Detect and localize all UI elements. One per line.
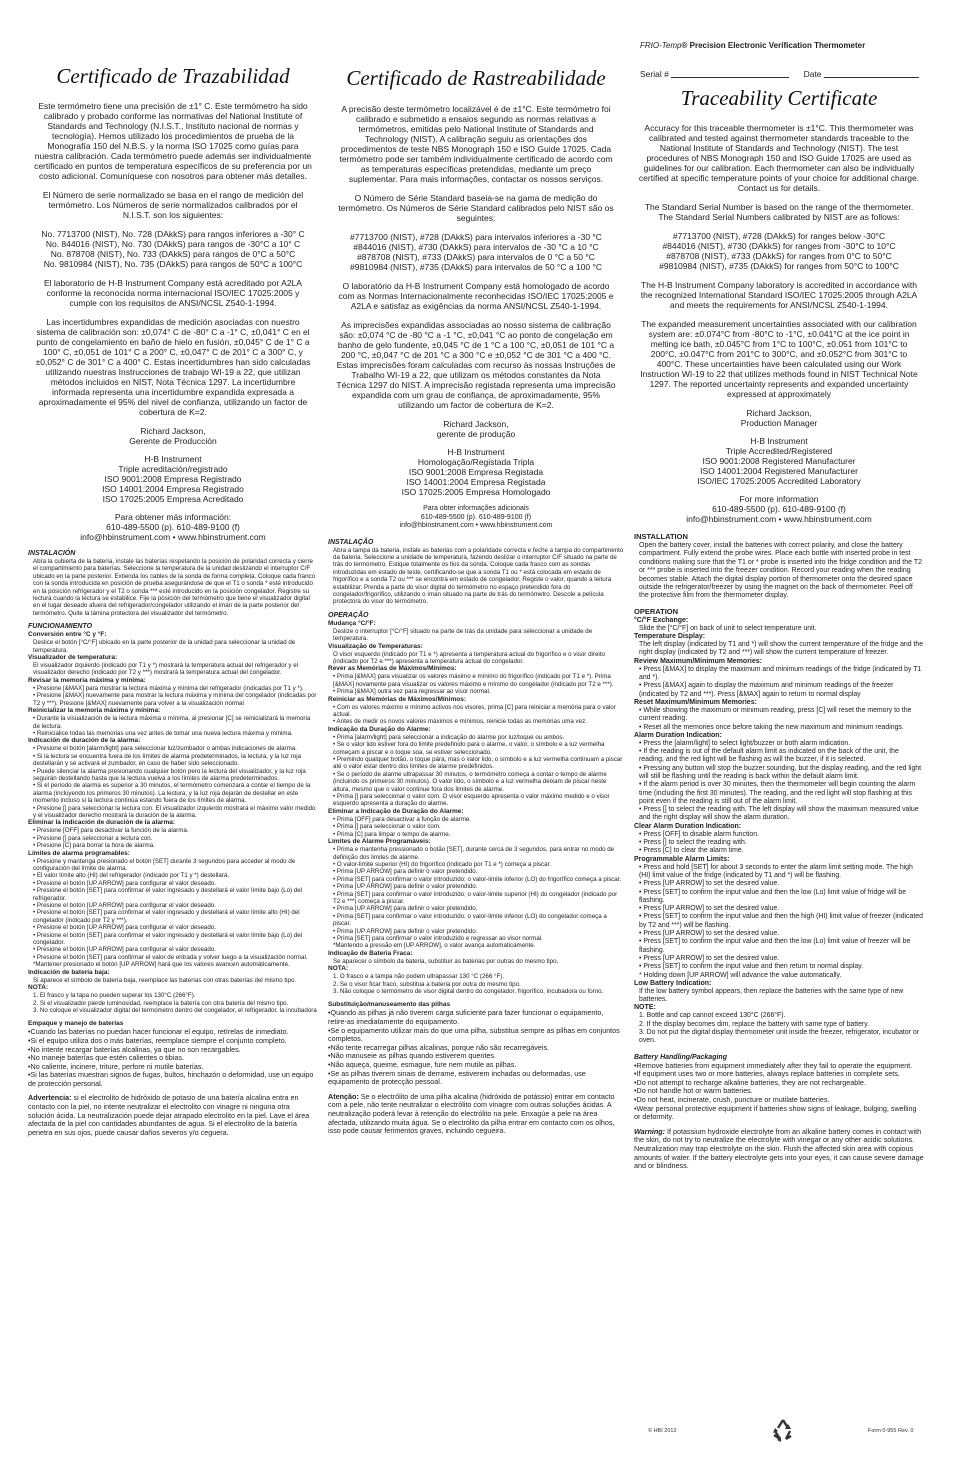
ops-heading: Rever as Memórias de Máximos/Mínimos: <box>328 665 457 673</box>
ops-text: • Com os valores máximo e mínimo activos nos visores, prima [C] para reiniciar a memória para o valor actual. • Antes de medir os novos valores máximos e mínimos, reinicie todas as memórias uma vez. <box>333 703 616 726</box>
portuguese-install-text: Abra a tampa da bateria, instale as baterias com a polaridade correcta e feche a tampa do compartimento da bateria. Seleccione a unidade de temperatura, fazendo deslizar o interruptor C/F situado na parte de trás do termómetro. Estique totalmente os fios da sonda. Coloque cada frasco com as sondas introduzidas em estado de teste, certificando-se que a sonda T1 ou * está colocada em estado de frigorífico e a sonda T2 ou *** se encontra em estado de congelador. Registe o valor, quando a leitura estabilizar. Prenda a parte do visor digital do termómetro no espaço pretendido fora do congelador/frigorífico, utilizando o íman situado na parte de trás do termómetro. Descole a película protectora do visor do termómetro. <box>333 546 624 606</box>
ops-text: • While showing the maximum or minimum reading, press [C] will reset the memory to the current reading. • Reset all the memories once before taking the new maximum and minimum readings. <box>639 706 912 731</box>
ops-heading: Indicação da Duração do Alarme: <box>328 725 431 733</box>
recycle-icon-svg <box>770 1417 796 1443</box>
english-warning-label: Warning: <box>634 1126 666 1136</box>
spanish-install-text: Abra la cubierta de la batería, instale las baterías respetando la posición de polaridad correcta y cierre el compartimiento para baterías. Seleccione la temperatura de la unidad deslizando el interruptor C/F ubicado en la parte posterior. Extienda los cables de la sonda de forma completa. Coloque cada franco con la sonda introducida en posición de prueba asegurándose de que el T1 o sonda * esté introducido en la posición refrigerador y el T2 o sonda *** esté introducido en la posición congelador. Registre su lectura cuando la lectura se estabilice. Fije la posición del termómetro que tiene el visualizador digital en el lugar deseado afuera del refrigerador/congelador utilizando el imán de la parte posterior del termómetro. Quite la lámina protectora del visualizador del termómetro. <box>33 558 316 617</box>
form-number: Form 0-955 Rev. 0 <box>868 1428 914 1434</box>
english-serial-intro: The Standard Serial Number is based on the range of the thermometer. The Standard Serial Numbers calibrated by NIST are as follows: <box>644 202 914 222</box>
ops-heading: Limites de Alarme Programáveis: <box>328 838 431 846</box>
spanish-serial-intro: El Número de serie normalizado se basa en el rango de medición del termómetro. Los Números de serie normalizados calibrados por el N.I.S.T. son los siguientes: <box>42 190 304 220</box>
spanish-warning-text: si el electrolito de hidróxido de potasio de una batería alcalina entra en contacto con la piel, no intente neutralizar el electrolito con vinagre ni ninguna otra solución ácida. La neutralización puede dejar atrapado electrolito en la piel. Lave el área afectada de la piel con cantidades abundantes de agua. Si el electrolito de la batería penetra en sus ojos, puede causar daños severos y/o ceguera. <box>28 1093 310 1137</box>
serial-label: Serial # <box>640 69 669 79</box>
ops-heading: Reinicializar la memoria máxima y mínima: <box>28 707 161 715</box>
ops-heading: Eliminar la indicación de duración de la alarma: <box>28 819 176 827</box>
ops-heading: Low Battery Indication: <box>634 979 712 987</box>
spanish-ops-title: FUNCIONAMIENTO <box>28 623 93 631</box>
portuguese-column <box>328 0 624 1136</box>
portuguese-battery-text: •Quando as pilhas já não tiverem carga suficiente para fazer funcionar o equipamento, retire-as imediatamente do equipamento. •Se o equipamento utilizar mais do que uma pilha, substitua sempre as pilhas em conjuntos completos. •Não tente recarregar pilhas alcalinas, porque não são recarregáveis. •Não manuseie as pilhas quando estiverem quentes. •Não aqueça, queime, esmague, fure nem mutile as pilhas. •Se as pilhas tiverem sinais de derrame, estiverem inchadas ou deformadas, use equipamento de protecção pessoal. <box>328 1008 620 1087</box>
ops-heading: Indicação de Bateria Fraca: <box>328 949 413 957</box>
spanish-uncertainties: Las incertidumbres expandidas de medición asociadas con nuestro sistema de calibración son: ±0,074° C de -80° C a -1° C, ±0,041° C en el punto de congelamiento en baño de hielo en fusión, ±0,045° C de 1° C a 100° C, ±0,051 de 101° C a 200° C, ±0,047° C de 201° C a 300° C, y ±0,052° C de 301° C a 400° C. Estas incertidumbres han sido calculadas utilizando nuestras Instrucciones de trabajo WI-19 a 22, que utilizan métodos incluidos en NIST, Nota Técnica 1297. La incertidumbre informada representa una incertidumbre expandida expresada a aproximadamente el 95% del nivel de confianza, utilizando un factor de cobertura de K=2. <box>35 317 311 417</box>
ops-text: • Press the [alarm/light] to select light/buzzer or both alarm indication. • If the reading is out of the default alarm limit as indicated on the back of the unit, the reading, and the red light will be flashing as will the buzzer, if it is selected. • Pressing any button will stop the buzzer sounding, but the display reading, and the red light will still be flashing until the reading is back within the default alarm limit. • If the alarm period is over 30 minutes, then the thermometer will begin counting the alarm time (including the first 30 minutes). The reading, and the red light will stop flashing at this point even if the reading is still out of the alarm limit. • Press [] to select the reading with. The left display will show the maximum measured value and the right display will show the alarm duration. <box>639 739 922 822</box>
ops-heading: Indicación de batería baja: <box>28 968 110 976</box>
spanish-install-title: INSTALACIÓN <box>28 550 76 557</box>
ops-text: Deslice el botón [°C/°F] ubicado en la parte posterior de la unidad para seleccionar la unidad de temperatura. <box>33 639 296 654</box>
english-title: Traceability Certificate <box>680 86 878 110</box>
ops-text: Slide the [°C/°F] on back of unit to select temperature unit. <box>639 624 817 632</box>
product-name: ® Precision Electronic Verification Thermometer <box>681 41 866 50</box>
portuguese-accreditation: O laboratório da H-B Instrument Company está homologado de acordo com as Normas Internacionalmente reconhecidas ISO/IEC 17025:2005 e A2LA e satisfaz as exigências da norma ANSI/NCSL Z540-1-1994. <box>338 281 614 311</box>
ops-text: • Press [&MAX] to display the maximum and minimum readings of the fridge (indicated by T1 and *). • Press [&MAX] again to display the maximum and minimum readings of the freezer (indicated by T2 and ***). Press [&MAX] again to return to normal display <box>639 665 922 698</box>
ops-heading: Mudança °C/°F: <box>328 619 376 627</box>
ops-heading: NOTA: <box>28 984 49 992</box>
ops-text: • Press [OFF] to disable alarm function. • Press [] to select the reading with. • Press [C] to clear the alarm time. <box>639 830 759 855</box>
ops-heading: NOTE: <box>634 1004 656 1012</box>
spanish-warning <box>28 1094 318 1137</box>
english-warning-text: If potassium hydroxide electrolyte from an alkaline battery comes in contact with the skin, do not try to neutralize the electrolyte with vinegar or any other acidic solutions. Neutralization may trap electrolyte on the skin. Flush the affected skin area with copious amounts of water. If the battery electrolyte gets into your eyes, it can cause severe damage and or blindness. <box>634 1126 924 1171</box>
english-uncertainties: The expanded measurement uncertainties associated with our calibration system are: ±0.074°C from -80°C to -1°C, ±0.041°C at the ice point in melting ice bath, ±0.045°C from 1°C to 100°C, ±0.051 from 101°C to 200°C, ±0.047°C from 201°C to 300°C, and ±0.052°C from 301°C to 400°C. These uncertainties have been calculated using our Work Instruction WI-19 to 22 that utilizes methods found in NIST Technical Note 1297. The reported uncertainty represents and expanded uncertainty expressed at approximately <box>640 319 918 399</box>
ops-heading: NOTA: <box>328 965 349 973</box>
english-ops <box>634 617 924 1046</box>
ops-heading: Eliminar a Indicação de Duração do Alarme: <box>328 807 464 815</box>
ops-text: Si aparece el símbolo de batería baja, reemplace las baterías con otras baterías del mismo tipo. <box>33 976 297 984</box>
ops-text: • Prima [OFF] para desactivar a função de alarme. • Prima [] para seleccionar o valor com. • Prima [C] para limpar o tempo de alarme. <box>333 815 472 838</box>
portuguese-signature: Richard Jackson, gerente de produção <box>436 419 516 439</box>
ops-heading: Revisar la memoria máxima y mínima: <box>28 676 146 684</box>
ops-text: • Prima [alarm/light] para seleccionar a indicação do alarme por luz/toque ou ambos. • Se o valor lido estiver fora do limite predefinido para o alarme, o valor, o símbolo e a luz vermelha começam a piscar e o toque soa, se estiver seleccionado. • Premindo qualquer botão, o toque pára, mas o valor lido, o símbolo e a luz vermelha continuam a piscar até o valor estar dentro dos limites de alarme predefinidos. • Se o período de alarme ultrapassar 30 minutos, o termómetro começa a contar o tempo de alarme (incluindo os primeiros 30 minutos). O valor lido, o símbolo e a luz vermelha deixam de piscar neste altura, mesmo que o valor continue fora dos limites de alarme. • Prima [] para seleccionar o valor com. O visor esquerdo apresenta o valor máximo medido e o visor esquerdo apresenta a duração do alarme. <box>333 733 623 808</box>
spanish-serial-list: No. 7713700 (NIST), No. 728 (DAkkS) para rangos inferiores a -30° C No. 844016 (NIST), No. 730 (DAkkS) para rangos de -30°C a 10° C No. 878708 (NIST), No. 733 (DAkkS) para rangos de 0°C a 50°C No. 9810984 (NIST), No. 735 (DAkkS) para rangos de 50°C a 100°C <box>41 229 305 269</box>
portuguese-battery-title: Substituição/manuseamento das pilhas <box>328 1001 451 1009</box>
english-warning <box>634 1128 924 1171</box>
english-accreditation: The H-B Instrument Company laboratory is accredited in accordance with the recognized International Standard ISO/IEC 17025:2005 through A2LA and meets the requirements for ANSI/NCSL Z540-1-1994. <box>640 280 918 310</box>
ops-heading: Límites de alarma programables: <box>28 849 130 857</box>
portuguese-install-title: INSTALAÇÃO <box>328 538 374 546</box>
english-accuracy: Accuracy for this traceable thermometer is ±1°C. This thermometer was calibrated and tested against thermometer standards traceable to the National Institute of Standards and Technology (NIST). The test procedures of NBS Monograph 150 and ISO Guide 17025 are used as guidelines for our calibration. Each thermometer can also be individually certified at specific temperature points of your choice for additional charge. Contact us for details. <box>638 123 920 193</box>
ops-text: 1. El frasco y la tapa no pueden superar los 130°C (266°F). 2. Si el visualizador pierde luminosidad, reemplace la batería con otra batería del mismo tipo. 3. No coloque el visualizador digital del termómetro dentro del congelador, el refrigerador, la incubadora <box>33 992 317 1014</box>
portuguese-title: Certificado de Rastreabilidade <box>346 66 606 90</box>
ops-text: O visor esquerdo (indicado por T1 e *) apresenta a temperatura actual do frigorífico e o visor direito (indicado por T2 e ***) apresenta a temperatura actual do congelador. <box>333 650 605 665</box>
ops-heading: Reiniciar as Memórias de Máximos/Mínimos: <box>328 695 466 703</box>
portuguese-serial-intro: O Número de Série Standard baseia-se na gama de medição do termómetro. Os Números de Série Standard calibrados pelo NIST são os seguintes: <box>338 193 614 223</box>
ops-heading: Indicación de duración de la alarma: <box>28 737 141 745</box>
spanish-title: Certificado de Trazabilidad <box>56 64 290 88</box>
ops-text: 1. Bottle and cap cannot exceed 130°C (266°F). 2. If the display becomes dim, replace the battery with same type of battery. 3. Do not put the digital display thermometer unit inside the freezer, refrigerator, incubator or oven. <box>639 1012 919 1045</box>
spanish-ops <box>28 631 318 1014</box>
ops-text: • Prima e mantenha pressionado o botão [SET], durante cerca de 3 segundos, para entrar no modo de definição dos limites de alarme. • O valor-limite superior (HI) do frigorífico (indicado por T1 e *) começa a piscar. • Prima [UP ARROW] para definir o valor pretendido. • Prima [SET] para confirmar o valor introduzido; o valor-limite inferior (LO) do frigorífico começa a piscar. • Prima [UP ARROW] para definir o valor pretendido. • Prima [SET] para confirmar o valor introduzido; o valor-limite superior (HI) do congelador (indicado por T2 e ***) começa a piscar. • Prima [UP ARROW] para definir o valor pretendido. • Prima [SET] para confirmar o valor introduzido; o valor-limite inferior (LO) do congelador começa a piscar. • Prima [UP ARROW] para definir o valor pretendido. • Prima [SET] para confirmar o valor introduzido e regressar ao visor normal. *Mantendo a pressão em [UP ARROW], o valor avança automaticamente. <box>333 846 622 950</box>
copyright: © HBI 2012 <box>648 1428 677 1434</box>
english-column <box>634 0 924 1171</box>
ops-text: • Prima [&MAX] para visualizar os valores máximo e mínimo do frigorífico (indicado por T1 e *). Prima [&MAX] novamente para visualizar os valores máximo e mínimo do congelador (indicado por T2 e ***). • Prima [&MAX] outra vez para regressar ao visor normal. <box>333 673 614 696</box>
ops-text: • Presione el botón [alarm/light] para seleccionar luz/zumbador o ambas indicaciones de alarma. • Si la lectura se encuentra fuera de los límites de alarma predeterminados, la lectura, y la luz roja destellarán y se activará el zumbador, en caso de haber sido seleccionado. • Puede silenciar la alarma presionando cualquier botón pero la lectura del visualizador, y la luz roja seguirán destellando hasta que la lectura vuelva a los límites de alarma predeterminados. • Si el período de alarma es superior a 30 minutos, el termómetro comenzará a contar el tiempo de la alarma (incluyendo los primeros 30 minutos). La lectura, y la luz roja dejarán de destellar en este momento incluso si la lectura continúa estando fuera de los límites de alarma. • Presione [] para seleccionar la lectura con. El visualizador izquierdo mostrará el máximo valor medido y el visualizador derecho mostrará la duración de la alarma. <box>33 745 316 819</box>
spanish-battery-text: •Cuando las baterías no puedan hacer funcionar el equipo, retírelas de inmediato. •Si el equipo utiliza dos o más baterías, reemplace siempre el conjunto completo. •No intente recargar baterías alcalinas, ya que no son recargables. •No maneje baterías que estén calientes o tibias. •No caliente, incinere, triture, perfore ni mutile baterías. •Si las baterías muestran signos de fugas, bultos, hinchazón o deformidad, use un equipo de protección personal. <box>28 1027 314 1088</box>
ops-text: • Presione [OFF] para desactivar la función de la alarma. • Presione [] para seleccionar a lectura con. • Presione [C] para borrar la hora de alarma. <box>33 827 189 850</box>
brand-name: FRIO-Temp <box>640 41 682 50</box>
ops-text: If the low battery symbol appears, then replace the batteries with the same type of new batteries. <box>639 987 904 1004</box>
ops-heading: Reset Maximum/Minimum Memories: <box>634 698 757 706</box>
date-label: Date <box>803 69 822 79</box>
spanish-accreditation: El laboratorio de H-B Instrument Company está acreditado por A2LA conforme la reconocida norma internacional ISO/IEC 17025:2005 y cumple con los requisitos de ANSI/NCSL Z540-1-1994. <box>44 278 302 308</box>
portuguese-accuracy: A precisão deste termómetro localizável é de ±1°C. Este termómetro foi calibrado e submetido a ensaios segundo as normas relativas a termómetros, emitidas pelo National Institute of Standards and Technology (NIST). A calibração seguiu as orientações dos procedimentos de teste NBS Monograph 150 e ISO Guide 17025. Cada termómetro pode ser também individualmente certificado de acordo com as temperaturas específicas pretendidas, mediante um preço suplementar. Para mais informações, contactar os nossos serviços. <box>339 104 613 184</box>
english-signature: Richard Jackson, Production Manager <box>740 408 818 428</box>
english-battery-text: •Remove batteries from equipment immediately after they fail to operate the equipment. •If equipment uses two or more batteries, always replace batteries in complete sets. •Do not attempt to recharge alkaline batteries, they are not rechargeable. •Do not handle hot or warm batteries. •Do not heat, incinerate, crush, puncture or mutilate batteries. •Wear personal protective equipment if batteries show signs of leakage, bulging, swelling or deformity. <box>634 1060 917 1122</box>
ops-text: 1. O frasco e a tampa não podem ultrapassar 130 °C (266 °F). 2. Se o visor ficar fraco, substitua a bateria por outra do mesmo tipo. 3. Não coloque o termómetro de visor digital dentro do congelador, frigorífico, incubadora ou forno. <box>333 973 604 995</box>
english-contact: For more information 610-489-5500 (p). 610-489-9100 (f) info@hbinstrument.com • www.hbinstrument.com <box>686 494 872 524</box>
spanish-signature: Richard Jackson, Gerente de Producción <box>129 426 217 446</box>
spanish-accuracy: Este termómetro tiene una precisión de ±1° C. Este termómetro ha sido calibrado y probado conforme las normativas del National Institute of Standards and Technology (N.I.S.T., Instituto nacional de normas y tecnología). Hemos utilizado los procedimientos de prueba de la Monografía 150 del N.B.S. y la norma ISO 17025 como guías para nuestra calibración. Cada termómetro puede además ser individualmente certificado en puntos de temperatura específicos de su preferencia por un costo adicional. Comuníquese con nosotros para obtener más detalles. <box>34 101 312 181</box>
ops-heading: Visualizador de temperatura: <box>28 654 118 662</box>
ops-text: Deslize o interruptor [°C/°F] situado na parte de trás da unidade para seleccionar a unidade de temperatura. <box>333 627 593 643</box>
ops-heading: Conversión entre °C y °F: <box>28 631 107 639</box>
ops-heading: °C/°F Exchange: <box>634 616 689 624</box>
portuguese-ops <box>328 620 624 996</box>
ops-heading: Review Maximum/Minimum Memories: <box>634 657 762 665</box>
english-install-title: INSTALLATION <box>634 532 688 541</box>
ops-text: • Presione y mantenga presionado el botón [SET] durante 3 segundos para acceder al modo de configuración del límite de alarma. • El valor límite alto (HI) del refrigerador (indicado por T1 y *) destellará. • Presione el botón [UP ARROW] para configurar el valor deseado. • Presione el botón [SET] para confirmar el valor ingresado y destellará el valor límite bajo (Lo) del refrigerador. • Presione el botón [UP ARROW] para configurar el valor deseado. • Presione el botón [SET] para confirmar el valor ingresado y destellará el valor límite alto (HI) del congelador (indicado por T2 y ***). • Presione el botón [UP ARROW] para configurar el valor deseado. • Presione el botón [SET] para confirmar el valor ingresado y destellará el valor límite bajo (Lo) del congelador. • Presione el botón [UP ARROW] para configurar el valor deseado. • Presione el botón [SET] para confirmar el valor de entrada y volver luego a la visualización normal. *Mantener presionado el botón [UP ARROW] hará que los valores avancen automáticamente. <box>33 857 308 969</box>
english-company: H-B Instrument Triple Accredited/Registered ISO 9001:2008 Registered Manufacturer ISO 14001:2004 Registered Manufacturer ISO/IEC 17025:2005 Accredited Laboratory <box>697 436 861 486</box>
portuguese-uncertainties: As imprecisões expandidas associadas ao nosso sistema de calibração são: ±0,074 °C de -80 °C a -1 °C, ±0,041 °C ao ponto de congelação em banho de gelo fundente, ±0,045 °C de 1 °C a 100 °C, ±0,051 de 101 °C a 200 °C, ±0,047 °C de 201 °C a 300 °C e ±0,052 °C de 301 °C a 400 °C. Estas imprecisões foram calculadas com recurso às nossas Instruções de Trabalho WI-19 a 22, que utilizam os métodos constantes da Nota Técnica 1297 do NIST. A imprecisão registada representa uma imprecisão expandida com um grau de confiança, de aproximadamente, 95% utilizando um factor de cobertura de K=2. <box>336 320 616 410</box>
portuguese-serial-list: #7713700 (NIST), #728 (DAkkS) para intervalos inferiores a -30 °C #844016 (NIST), #730 (DAkkS) para intervalos de -30 °C a 10 °C #878708 (NIST), #733 (DAkkS) para intervalos de 0 °C a 50 °C #9810984 (NIST), #735 (DAkkS) para intervalos de 50 °C a 100 °C <box>349 232 602 272</box>
spanish-company: H-B Instrument Triple acreditación/registrado ISO 9001:2008 Empresa Registrado ISO 14001:2004 Empresa Registrado ISO 17025:2005 Empresa Acreditado <box>102 454 244 504</box>
ops-heading: Alarm Duration Indication: <box>634 731 722 739</box>
portuguese-warning <box>328 1093 624 1136</box>
portuguese-ops-title: OPERAÇÃO <box>328 611 369 619</box>
portuguese-warning-label: Atenção: <box>328 1091 359 1101</box>
english-battery-title: Battery Handling/Packaging <box>634 1053 727 1061</box>
spanish-battery-title: Empaque y manejo de baterías <box>28 1020 124 1028</box>
ops-heading: Temperature Display: <box>634 633 706 641</box>
ops-heading: Visualização de Temperaturas: <box>328 642 423 650</box>
spanish-warning-label: Advertencia: <box>28 1093 72 1103</box>
ops-text: • Press and hold [SET] for about 3 seconds to enter the alarm limit setting mode. The high (HI) limit value of the fridge (indicated by T1 and *) will be flashing. • Press [UP ARROW] to set the desired value. • Press [SET] to confirm the input value and then the low (Lo) limit value of fridge will be flashing. • Press [UP ARROW] to set the desired value. • Press [SET] to confirm the input value and then the high (HI) limit value of freezer (indicated by T2 and ***) will be flashing. • Press [UP ARROW] to set the desired value. • Press [SET] to confirm the input value and then the low (Lo) limit value of freezer will be flashing. • Press [UP ARROW] to set the desired value. • Press [SET] to confirm the input value and then return to normal display. * Holding down [UP ARROW] will advance the value automatically. <box>639 863 923 979</box>
ops-heading: Clear Alarm Duration Indication: <box>634 822 742 830</box>
ops-text: Se aparecer o símbolo da bateria, substituir as baterias por outras do mesmo tipo. <box>333 957 559 965</box>
recycle-icon <box>770 1417 796 1448</box>
spanish-column <box>28 0 318 1137</box>
english-ops-title: OPERATION <box>634 606 679 616</box>
portuguese-contact: Para obter informações adicionais 610-489-5500 (p). 610-489-9100 (f) info@hbinstrument.com • www.hbinstrument.com <box>399 505 553 529</box>
ops-heading: Programmable Alarm Limits: <box>634 855 730 863</box>
portuguese-warning-text: Se o electrólito de uma pilha alcalina (hidróxido de potássio) entrar em contacto com a pele, não tente neutralizar o electrólito com vinagre com outras soluções ácidas. A neutralização poderá levar à retenção do electrólito na pele. Enxagúe a pele na área afectada, utilizando muita água. Se o electrólito da pilha entrar em contacto com os olhos, isso pode causar ferimentos graves, incluindo cegueira. <box>328 1091 615 1136</box>
ops-text: The left display (indicated by T1 and *) will show the current temperature of the fridge and the right display (indicated by T2 and ***) will show the current temperature of freezer. <box>639 641 924 657</box>
english-serial-list: #7713700 (NIST), #728 (DAkkS) for ranges below -30°C #844016 (NIST), #730 (DAkkS) for ranges from -30°C to 10°C #878708 (NIST), #733 (DAkkS) for ranges from 0°C to 50°C #9810984 (NIST), #735 (DAkkS) for ranges from 50°C to 100°C <box>659 231 899 271</box>
ops-text: • Presione [&MAX] para mostrar la lectura máxima y mínima del refrigerador (indicadas por T1 y *). • Presione [&MAX] nuevamente para mostrar la lectura máxima y mínima del congelador (indicadas por T2 y ***). Presione [&MAX] nuevamente para volver a la visualización normal <box>33 684 317 707</box>
ops-text: El visualizador izquierdo (indicado por T1 y *) mostrará la temperatura actual del refrigerador y el visualizador derecho (indicado por T2 y ***) mostrará la temperatura actual del congelador. <box>33 662 299 677</box>
spanish-contact: Para obtener más información: 610-489-5500 (p). 610-489-9100 (f) info@hbinstrument.com • www.hbinstrument.com <box>80 512 266 542</box>
english-install-text: Open the battery cover, install the batteries with correct polarity, and close the battery compartment. Fully extend the probe wires. Place each bottle with inserted probe in test conditions making sure that the T1 or * probe is inserted into the fridge condition and the T2 or *** probe is inserted into the freezer condition. Record your reading when the reading becomes stable. Attach the digital display portion of thermometer onto the desired space outside the refrigerator/freezer by using the magnet on the back of thermometer. Peel off the protective film from the thermometer display. <box>639 542 923 600</box>
ops-text: • Durante la visualización de la lectura máxima o mínima, al presionar [C] se reinicializará la memoria de lectura. • Reinicialice todas las memorias una vez antes de tomar una nueva lectura máxima y mínima. <box>33 715 311 737</box>
portuguese-company: H-B Instrument Homologação/Registada Tripla ISO 9001:2008 Empresa Registada ISO 14001:2004 Empresa Registada ISO 17025:2005 Empresa Homologado <box>401 447 551 497</box>
